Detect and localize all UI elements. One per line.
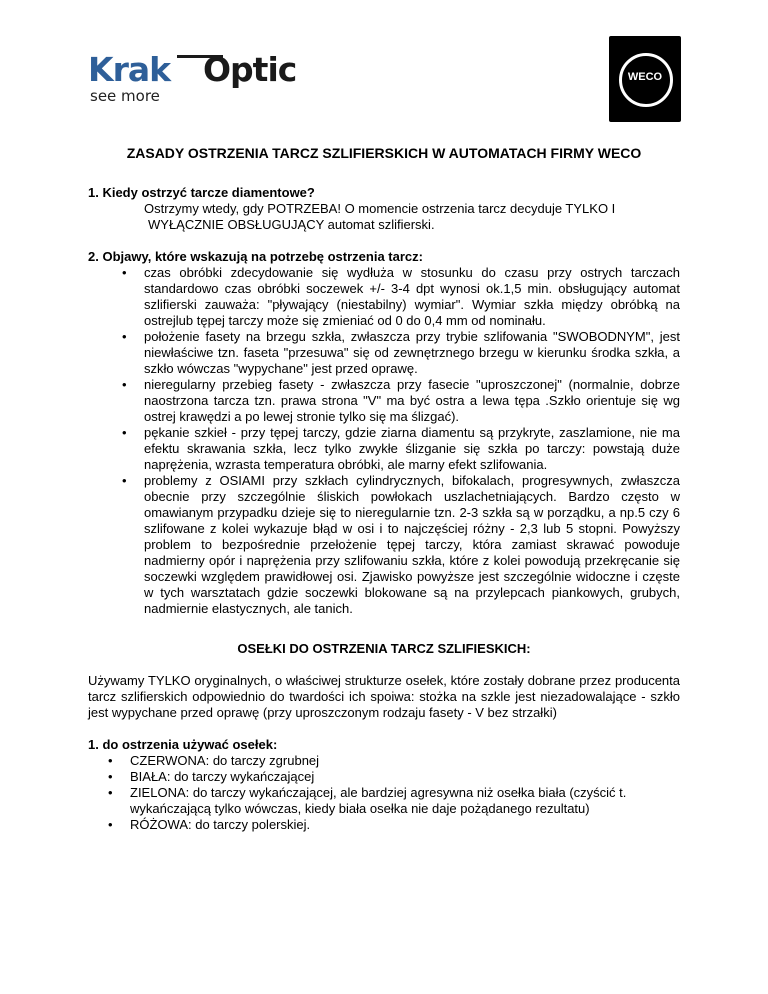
page-title: ZASADY OSTRZENIA TARCZ SZLIFIERSKICH W AUTOMATACH FIRMY WECO <box>126 145 642 161</box>
logo-krak-text: Krak <box>88 50 171 89</box>
krak-optic-logo <box>88 52 298 112</box>
document-body <box>88 145 680 833</box>
section3-paragraph: Używamy TYLKO oryginalnych, o właściwej strukturze osełek, które zostały dobrane przez producenta tarcz szlifierskich odpowiednio do twardości ich spoiwa: stożka na szkle jest niezadowalające - szkło jest wypychane przed oprawę (przy uproszczonym rodzaju fasety - V bez strzałki) <box>88 673 680 720</box>
section3-heading: OSEŁKI DO OSTRZENIA TARCZ SZLIFIESKICH: <box>237 641 531 656</box>
logo-tagline: see more <box>90 87 160 105</box>
section2-heading: 2. Objawy, które wskazują na potrzebę ostrzenia tarcz: <box>88 249 423 264</box>
weco-logo <box>609 36 681 122</box>
list-item: • położenie fasety na brzegu szkła, zwłaszcza przy trybie szlifowania "SWOBODNYM", jest niewłaściwe tzn. faseta "przesuwa" się od zewnętrznego brzegu w kierunku środka szkła, a szkło wówczas "wypychane" jest przed oprawę. <box>144 329 680 377</box>
whetstone-list <box>88 753 680 833</box>
section1-line2: WYŁĄCZNIE OBSŁUGUJĄCY automat szlifierski. <box>148 217 435 232</box>
list-item: • nieregularny przebieg fasety - zwłaszcza przy fasecie "uproszczonej" (normalnie, dobrze naostrzona tarcza tzn. prawa strona "V" ma być ostra a lewa tępa .Szkło orientuje się wg ostrej krawędzi a po lewej stronie tylko się ma ślizgać). <box>144 377 680 425</box>
list-item: • ZIELONA: do tarczy wykańczającej, ale bardziej agresywna niż osełka biała (czyścić t. wykańczającą tylko wówczas, kiedy biała osełka nie daje pożądanego rezultatu) <box>130 785 680 817</box>
section1-heading: 1. Kiedy ostrzyć tarcze diamentowe? <box>88 185 315 200</box>
logo-optic-text: Optic <box>203 50 297 89</box>
list-item: • BIAŁA: do tarczy wykańczającej <box>130 769 680 785</box>
list-item: • problemy z OSIAMI przy szkłach cylindrycznych, bifokalach, progresywnych, zwłaszcza obecnie przy szczególnie śliskich powłokach uszlachetniających. Bardzo często w omawianym przypadku dzieje się to nieregularnie tzn. 2-3 szkła są w porządku, a np.5 czy 6 szlifowane z kolei wykazuje błąd w osi i to najczęściej różny - 2,3 lub 5 stopni. Powyższy problem to bezpośrednie przełożenie tępej tarczy, która zamiast skrawać powoduje nadmierny opór i naprężenia przy szlifowaniu szkła, które z kolei powodują przekręcanie się soczewki względem prawidłowej osi. Zjawisko powyższe jest szczególnie widoczne i częste w tych warsztatach gdzie soczewki blokowane są na przylepcach piankowych, grubych, nadmiernie elastycznych, ale tanich. <box>144 473 680 617</box>
list-item: • RÓŻOWA: do tarczy polerskiej. <box>130 817 680 833</box>
section1-line1: Ostrzymy wtedy, gdy POTRZEBA! O momencie ostrzenia tarcz decyduje TYLKO I <box>144 201 616 216</box>
section4-heading: 1. do ostrzenia używać osełek: <box>88 737 278 752</box>
list-item: • CZERWONA: do tarczy zgrubnej <box>130 753 680 769</box>
symptoms-list <box>88 265 680 617</box>
list-item: • czas obróbki zdecydowanie się wydłuża w stosunku do czasu przy ostrych tarczach standardowo czas obróbki soczewek +/- 3-4 dpt wynosi ok.1,5 min. obsługujący automat szlifierski zauważa: "pływający (niestabilny) wymiar". Wymiar szkła między obróbką na ostrejlub tępej tarczy może się zmieniać od 0 do 0,4 mm od nominału. <box>144 265 680 329</box>
list-item: • pękanie szkieł - przy tępej tarczy, gdzie ziarna diamentu są przykryte, zaszlamione, nie ma efektu skrawania szkła, lecz tylko zwykłe ślizganie się szkła po tarczy: powstają duże naprężenia, wzrasta temperatura obróbki, ale marny efekt szlifowania. <box>144 425 680 473</box>
weco-logo-text: WECO <box>627 71 663 83</box>
